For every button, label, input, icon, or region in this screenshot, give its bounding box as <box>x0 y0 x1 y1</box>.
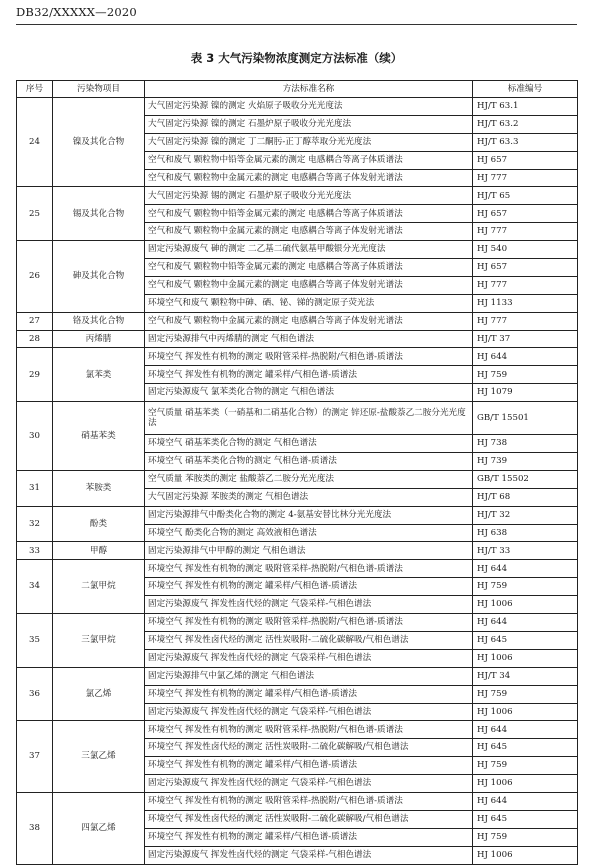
header-divider <box>16 24 577 25</box>
method-name: 环境空气 挥发性有机物的测定 吸附管采样-热脱附/气相色谱-质谱法 <box>145 792 473 810</box>
standard-code: HJ 739 <box>473 453 578 471</box>
pollutant-name: 丙烯腈 <box>53 330 145 348</box>
method-name: 空气和废气 颗粒物中金属元素的测定 电感耦合等离子体发射光谱法 <box>145 312 473 330</box>
method-name: 环境空气 挥发性有机物的测定 罐采样/气相色谱-质谱法 <box>145 366 473 384</box>
row-number: 24 <box>17 98 53 187</box>
standard-code: HJ 777 <box>473 223 578 241</box>
standard-code: HJ 644 <box>473 792 578 810</box>
pollutant-name: 氯乙烯 <box>53 667 145 721</box>
standard-code: HJ 657 <box>473 151 578 169</box>
row-number: 28 <box>17 330 53 348</box>
table-row <box>17 402 578 435</box>
standard-code: HJ 645 <box>473 739 578 757</box>
method-name: 环境空气 硝基苯类化合物的测定 气相色谱-质谱法 <box>145 453 473 471</box>
method-name: 环境空气 挥发性有机物的测定 吸附管采样-热脱附/气相色谱-质谱法 <box>145 348 473 366</box>
pollutant-name: 酚类 <box>53 506 145 542</box>
standard-code: HJ 638 <box>473 524 578 542</box>
method-name: 环境空气 挥发性有机物的测定 罐采样/气相色谱-质谱法 <box>145 578 473 596</box>
method-name: 空气质量 苯胺类的测定 盐酸萘乙二胺分光光度法 <box>145 470 473 488</box>
method-name: 空气和废气 颗粒物中金属元素的测定 电感耦合等离子体发射光谱法 <box>145 169 473 187</box>
standard-code: HJ 1006 <box>473 596 578 614</box>
header-code: 标准编号 <box>473 81 578 98</box>
standard-code: HJ 645 <box>473 631 578 649</box>
standard-code: HJ 759 <box>473 828 578 846</box>
standard-code: HJ 644 <box>473 348 578 366</box>
row-number: 34 <box>17 560 53 614</box>
row-number: 33 <box>17 542 53 560</box>
method-name: 大气固定污染源 镍的测定 石墨炉原子吸收分光光度法 <box>145 115 473 133</box>
standard-code: HJ/T 33 <box>473 542 578 560</box>
method-name: 固定污染源废气 挥发性卤代烃的测定 气袋采样-气相色谱法 <box>145 596 473 614</box>
row-number: 32 <box>17 506 53 542</box>
method-name: 固定污染源排气中氯乙烯的测定 气相色谱法 <box>145 667 473 685</box>
standard-code: HJ 644 <box>473 560 578 578</box>
pollutant-name: 铬及其化合物 <box>53 312 145 330</box>
pollutant-name: 砷及其化合物 <box>53 241 145 313</box>
method-name: 固定污染源废气 挥发性卤代烃的测定 气袋采样-气相色谱法 <box>145 703 473 721</box>
method-name: 空气和废气 颗粒物中金属元素的测定 电感耦合等离子体发射光谱法 <box>145 223 473 241</box>
row-number: 35 <box>17 614 53 668</box>
standard-code: HJ 738 <box>473 435 578 453</box>
method-name: 大气固定污染源 镍的测定 火焰原子吸收分光光度法 <box>145 98 473 116</box>
row-number: 27 <box>17 312 53 330</box>
table-header-row <box>17 81 578 98</box>
table-row <box>17 470 578 488</box>
method-name: 环境空气 挥发性有机物的测定 罐采样/气相色谱-质谱法 <box>145 757 473 775</box>
standard-code: HJ/T 37 <box>473 330 578 348</box>
standard-code: GB/T 15501 <box>473 402 578 435</box>
method-name: 环境空气 酚类化合物的测定 高效液相色谱法 <box>145 524 473 542</box>
table-row <box>17 241 578 259</box>
pollutant-name: 硝基苯类 <box>53 402 145 471</box>
table-body <box>17 98 578 865</box>
method-name: 固定污染源排气中丙烯腈的测定 气相色谱法 <box>145 330 473 348</box>
table-row <box>17 560 578 578</box>
row-number: 37 <box>17 721 53 793</box>
pollutant-name: 二氯甲烷 <box>53 560 145 614</box>
pollutant-name: 甲醇 <box>53 542 145 560</box>
table-row <box>17 667 578 685</box>
method-name: 固定污染源废气 挥发性卤代烃的测定 气袋采样-气相色谱法 <box>145 649 473 667</box>
method-name: 固定污染源排气中甲醇的测定 气相色谱法 <box>145 542 473 560</box>
method-name: 环境空气 挥发性有机物的测定 吸附管采样-热脱附/气相色谱-质谱法 <box>145 560 473 578</box>
pollutant-name: 锡及其化合物 <box>53 187 145 241</box>
method-name: 固定污染源废气 氯苯类化合物的测定 气相色谱法 <box>145 384 473 402</box>
standard-code: HJ/T 68 <box>473 488 578 506</box>
method-name: 环境空气 挥发性有机物的测定 吸附管采样-热脱附/气相色谱-质谱法 <box>145 614 473 632</box>
row-number: 26 <box>17 241 53 313</box>
standard-code: HJ/T 63.1 <box>473 98 578 116</box>
pollutant-name: 苯胺类 <box>53 470 145 506</box>
standard-code: HJ/T 32 <box>473 506 578 524</box>
method-name: 大气固定污染源 镍的测定 丁二酮肟-正丁醇萃取分光光度法 <box>145 133 473 151</box>
table-row <box>17 98 578 116</box>
standard-code: HJ 777 <box>473 312 578 330</box>
standard-code: HJ 1133 <box>473 294 578 312</box>
method-name: 环境空气 挥发性有机物的测定 吸附管采样-热脱附/气相色谱-质谱法 <box>145 721 473 739</box>
method-name: 大气固定污染源 锡的测定 石墨炉原子吸收分光光度法 <box>145 187 473 205</box>
table-row <box>17 721 578 739</box>
standard-code: HJ 1006 <box>473 846 578 864</box>
method-name: 环境空气 挥发性卤代烃的测定 活性炭吸附-二硫化碳解吸/气相色谱法 <box>145 631 473 649</box>
table-row <box>17 614 578 632</box>
pollutant-name: 氯苯类 <box>53 348 145 402</box>
method-name: 空气质量 硝基苯类（一硝基和二硝基化合物）的测定 锌还原-盐酸萘乙二胺分光光度法 <box>145 402 473 435</box>
standard-code: HJ 657 <box>473 259 578 277</box>
table-row <box>17 330 578 348</box>
row-number: 30 <box>17 402 53 471</box>
table-row <box>17 506 578 524</box>
document-code: DB32/XXXXX—2020 <box>16 5 137 19</box>
standard-code: GB/T 15502 <box>473 470 578 488</box>
standard-code: HJ 540 <box>473 241 578 259</box>
pollutant-name: 四氯乙烯 <box>53 792 145 864</box>
method-name: 环境空气 挥发性卤代烃的测定 活性炭吸附-二硫化碳解吸/气相色谱法 <box>145 739 473 757</box>
standard-code: HJ 759 <box>473 366 578 384</box>
table-row <box>17 792 578 810</box>
method-name: 空气和废气 颗粒物中铅等金属元素的测定 电感耦合等离子体质谱法 <box>145 259 473 277</box>
table-row <box>17 312 578 330</box>
method-name: 固定污染源排气中酚类化合物的测定 4-氨基安替比林分光光度法 <box>145 506 473 524</box>
standard-code: HJ 657 <box>473 205 578 223</box>
table-row <box>17 348 578 366</box>
standard-code: HJ 1006 <box>473 775 578 793</box>
row-number: 38 <box>17 792 53 864</box>
standard-code: HJ 759 <box>473 757 578 775</box>
method-name: 环境空气 挥发性有机物的测定 罐采样/气相色谱-质谱法 <box>145 685 473 703</box>
method-name: 空气和废气 颗粒物中金属元素的测定 电感耦合等离子体发射光谱法 <box>145 276 473 294</box>
standard-code: HJ 777 <box>473 169 578 187</box>
standard-code: HJ/T 63.3 <box>473 133 578 151</box>
method-name: 环境空气 挥发性有机物的测定 罐采样/气相色谱-质谱法 <box>145 828 473 846</box>
standard-code: HJ 644 <box>473 614 578 632</box>
method-name: 环境空气 硝基苯类化合物的测定 气相色谱法 <box>145 435 473 453</box>
method-name: 大气固定污染源 苯胺类的测定 气相色谱法 <box>145 488 473 506</box>
standard-code: HJ 1006 <box>473 703 578 721</box>
pollutant-name: 镍及其化合物 <box>53 98 145 187</box>
standard-code: HJ 1079 <box>473 384 578 402</box>
row-number: 29 <box>17 348 53 402</box>
header-method: 方法标准名称 <box>145 81 473 98</box>
standard-code: HJ 645 <box>473 810 578 828</box>
table-row <box>17 542 578 560</box>
method-name: 空气和废气 颗粒物中铅等金属元素的测定 电感耦合等离子体质谱法 <box>145 151 473 169</box>
table-title: 表 3 大气污染物浓度测定方法标准（续） <box>190 51 403 65</box>
method-name: 环境空气 挥发性卤代烃的测定 活性炭吸附-二硫化碳解吸/气相色谱法 <box>145 810 473 828</box>
method-name: 环境空气和废气 颗粒物中砷、硒、铋、锑的测定原子荧光法 <box>145 294 473 312</box>
method-name: 固定污染源废气 挥发性卤代烃的测定 气袋采样-气相色谱法 <box>145 846 473 864</box>
standard-code: HJ/T 34 <box>473 667 578 685</box>
standard-code: HJ 759 <box>473 578 578 596</box>
standard-code: HJ 644 <box>473 721 578 739</box>
header-num: 序号 <box>17 81 53 98</box>
row-number: 36 <box>17 667 53 721</box>
header-pollutant: 污染物项目 <box>53 81 145 98</box>
row-number: 31 <box>17 470 53 506</box>
method-name: 固定污染源废气 砷的测定 二乙基二硫代氨基甲酸银分光光度法 <box>145 241 473 259</box>
table-row <box>17 187 578 205</box>
row-number: 25 <box>17 187 53 241</box>
standard-code: HJ/T 65 <box>473 187 578 205</box>
standard-code: HJ/T 63.2 <box>473 115 578 133</box>
method-name: 空气和废气 颗粒物中铅等金属元素的测定 电感耦合等离子体质谱法 <box>145 205 473 223</box>
standard-code: HJ 777 <box>473 276 578 294</box>
pollutant-name: 三氯甲烷 <box>53 614 145 668</box>
standard-code: HJ 759 <box>473 685 578 703</box>
standard-code: HJ 1006 <box>473 649 578 667</box>
pollutant-name: 三氯乙烯 <box>53 721 145 793</box>
method-name: 固定污染源废气 挥发性卤代烃的测定 气袋采样-气相色谱法 <box>145 775 473 793</box>
methods-table <box>16 80 578 865</box>
